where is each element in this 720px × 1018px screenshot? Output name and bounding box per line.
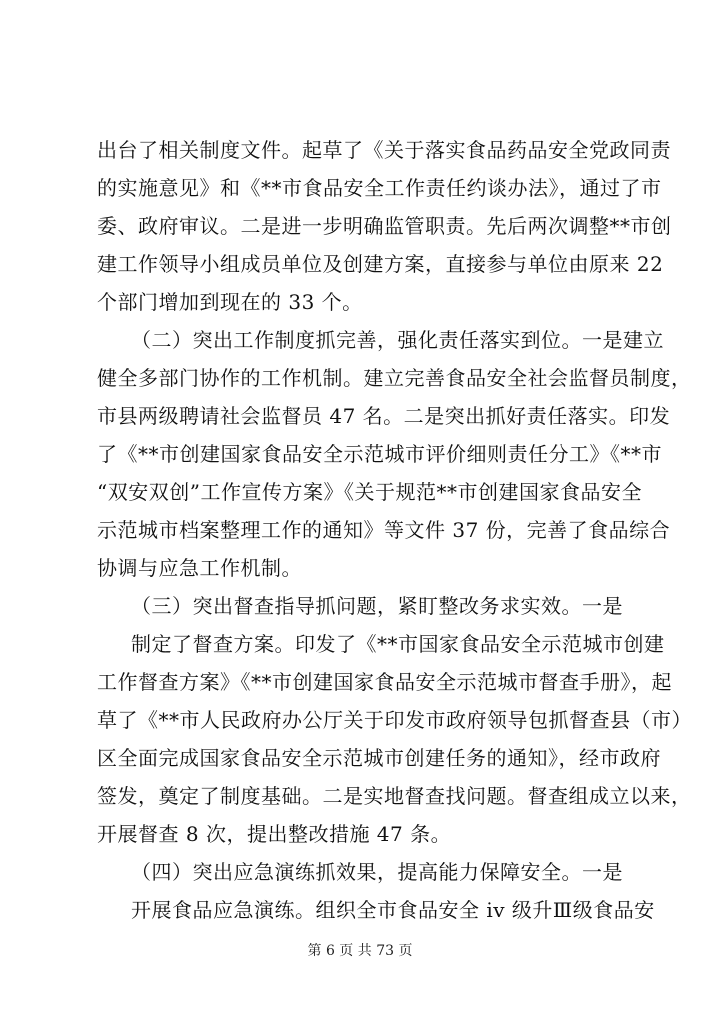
text-line-6: （二）突出工作制度抓完善，强化责任落实到位。一是建立 [131, 328, 664, 352]
page-footer: 第 6 页 共 73 页 [307, 943, 413, 959]
text-line-10: “双安双创”工作宣传方案》《关于规范**市创建国家食品安全 [97, 480, 642, 504]
text-line-3: 委、政府审议。二是进一步明确监管职责。先后两次调整**市创 [97, 214, 672, 238]
text-line-12: 协调与应急工作机制。 [97, 556, 302, 580]
text-line-5: 个部门增加到现在的 33 个。 [97, 290, 363, 314]
text-line-8: 市县两级聘请社会监督员 47 名。二是突出抓好责任落实。印发 [97, 404, 671, 428]
text-line-14: 制定了督查方案。印发了《**市国家食品安全示范城市创建 [131, 632, 665, 656]
text-line-15: 工作督查方案》《**市创建国家食品安全示范城市督查手册》，起 [97, 670, 672, 694]
text-line-7: 健全多部门协作的工作机制。建立完善食品安全社会监督员制度， [97, 366, 692, 390]
text-line-18: 签发，奠定了制度基础。二是实地督查找问题。督查组成立以来， [97, 784, 692, 808]
text-line-17: 区全面完成国家食品安全示范城市创建任务的通知》，经市政府 [97, 746, 661, 770]
text-line-19: 开展督查 8 次，提出整改措施 47 条。 [97, 822, 452, 846]
text-line-11: 示范城市档案整理工作的通知》等文件 37 份，完善了食品综合 [97, 518, 671, 542]
text-line-21: 开展食品应急演练。组织全市食品安全 iv 级升Ⅲ级食品安 [131, 898, 655, 922]
text-line-2: 的实施意见》和《**市食品安全工作责任约谈办法》，通过了市 [97, 176, 662, 200]
text-line-16: 草了《**市人民政府办公厅关于印发市政府领导包抓督查县（市） [97, 708, 692, 732]
text-line-9: 了《**市创建国家食品安全示范城市评价细则责任分工》《**市 [97, 442, 662, 466]
text-line-1: 出台了相关制度文件。起草了《关于落实食品药品安全党政同责 [97, 138, 671, 162]
text-line-20: （四）突出应急演练抓效果，提高能力保障安全。一是 [131, 860, 623, 884]
text-line-13: （三）突出督查指导抓问题，紧盯整改务求实效。一是 [131, 594, 623, 618]
text-line-4: 建工作领导小组成员单位及创建方案，直接参与单位由原来 22 [97, 252, 664, 276]
